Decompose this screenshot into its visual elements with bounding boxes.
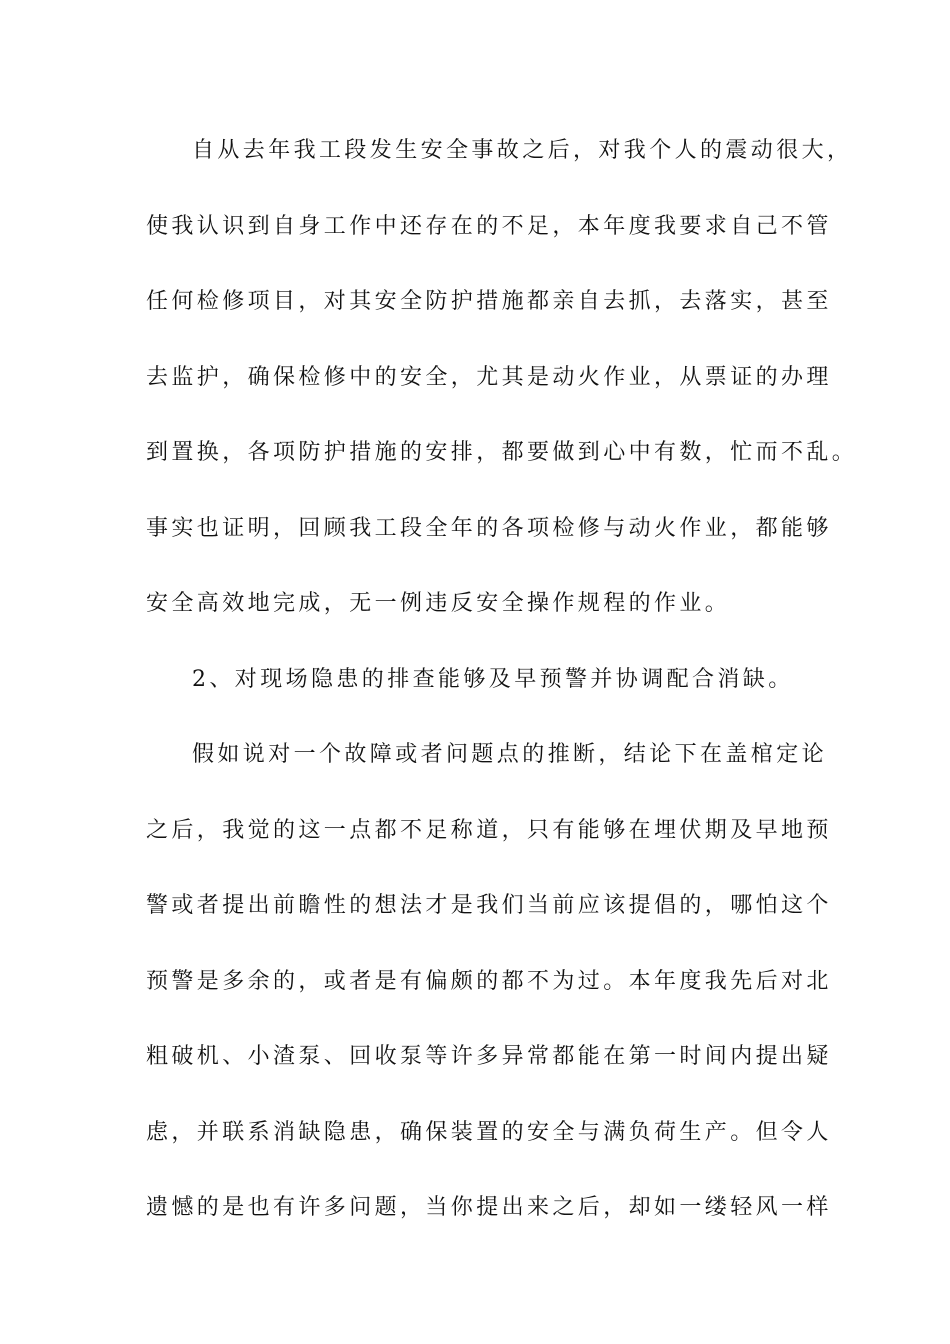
text-line: 虑，并联系消缺隐患，确保装置的安全与满负荷生产。但令人 xyxy=(146,1119,832,1145)
document-body xyxy=(146,128,858,1261)
text-line: 假如说对一个故障或者问题点的推断，结论下在盖棺定论 xyxy=(192,742,828,767)
text-line: 使我认识到自身工作中还存在的不足，本年度我要求自己不管 xyxy=(146,213,832,239)
text-line: 遗憾的是也有许多问题，当你提出来之后，却如一缕轻风一样 xyxy=(146,1195,832,1220)
text-line: 粗破机、小渣泵、回收泵等许多异常都能在第一时间内提出疑 xyxy=(146,1044,832,1069)
section-heading: 2、对现场隐患的排查能够及早预警并协调配合消缺。 xyxy=(192,666,794,692)
text-line: 自从去年我工段发生安全事故之后，对我个人的震动很大， xyxy=(192,138,853,163)
text-line: 预警是多余的，或者是有偏颇的都不为过。本年度我先后对北 xyxy=(146,968,832,994)
text-line: 到置换，各项防护措施的安排，都要做到心中有数，忙而不乱。 xyxy=(146,440,858,465)
text-line: 去监护，确保检修中的安全，尤其是动火作业，从票证的办理 xyxy=(146,364,832,390)
text-line: 安全高效地完成，无一例违反安全操作规程的作业。 xyxy=(146,591,731,616)
text-line: 事实也证明，回顾我工段全年的各项检修与动火作业，都能够 xyxy=(146,515,832,541)
text-line: 之后，我觉的这一点都不足称道，只有能够在埋伏期及早地预 xyxy=(146,817,832,843)
text-line: 任何检修项目，对其安全防护措施都亲自去抓，去落实，甚至 xyxy=(146,289,832,314)
text-line: 警或者提出前瞻性的想法才是我们当前应该提倡的，哪怕这个 xyxy=(146,893,832,918)
